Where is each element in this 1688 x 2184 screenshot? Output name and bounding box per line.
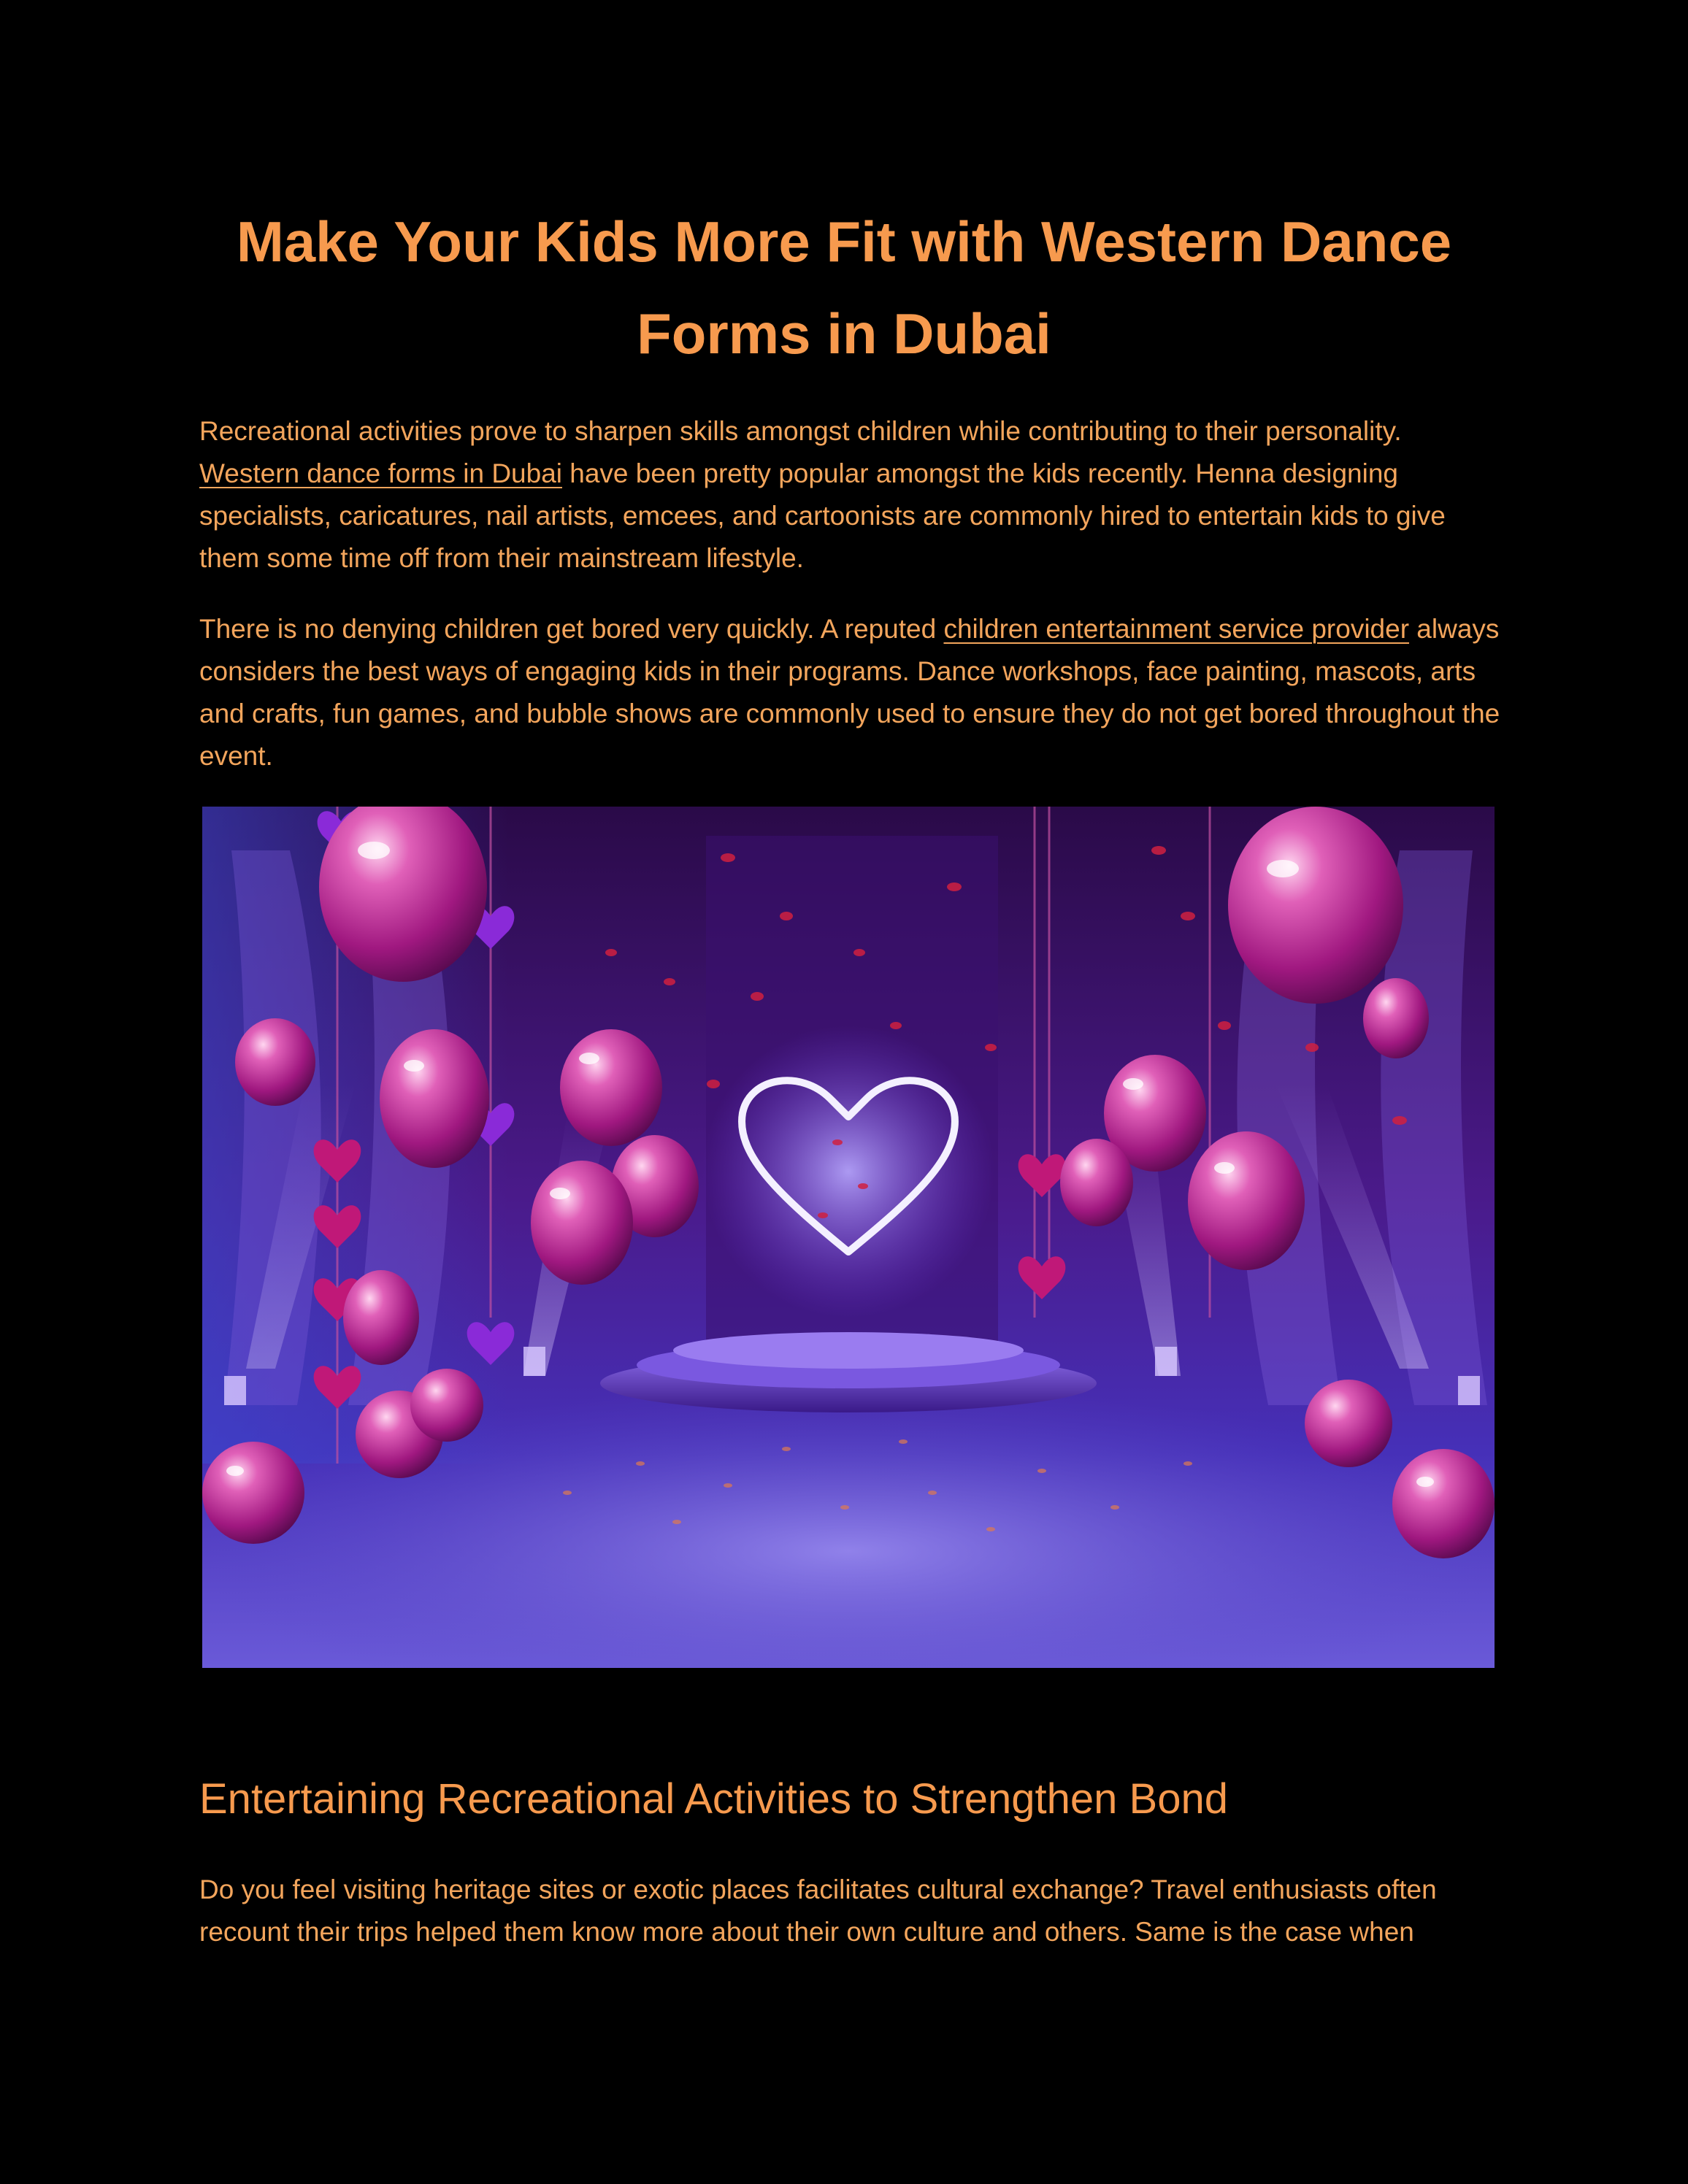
- entertainment-provider-link[interactable]: children entertainment service provider: [943, 614, 1410, 644]
- section-heading: Entertaining Recreational Activities to Strengthen Bond: [199, 1775, 1228, 1823]
- second-paragraph: [199, 608, 1506, 777]
- third-paragraph: Do you feel visiting heritage sites or exotic places facilitates cultural exchange? Travel enthusiasts often recount their trips helped them know more about their own culture and others. Same is the case when: [199, 1875, 1437, 1947]
- intro-paragraph: [199, 410, 1506, 580]
- second-text-before: There is no denying children get bored very quickly. A reputed: [199, 614, 944, 644]
- intro-text-before: Recreational activities prove to sharpen skills amongst children while contributing to their personality.: [199, 416, 1402, 446]
- second-text-after: always considers the best ways of engaging kids in their programs. Dance workshops, face painting, mascots, arts and crafts, fun games, and bubble shows are commonly used to ensure they do not get bored throughout the event.: [199, 614, 1500, 771]
- intro-text-after: have been pretty popular amongst the kids recently. Henna designing specialists, caricatures, nail artists, emcees, and cartoonists are commonly hired to entertain kids to give them some time off from their mainstream lifestyle.: [199, 458, 1446, 573]
- page-title: Make Your Kids More Fit with Western Dance Forms in Dubai: [236, 209, 1452, 366]
- party-stage-image: [202, 807, 1495, 1668]
- western-dance-link[interactable]: Western dance forms in Dubai: [199, 458, 562, 488]
